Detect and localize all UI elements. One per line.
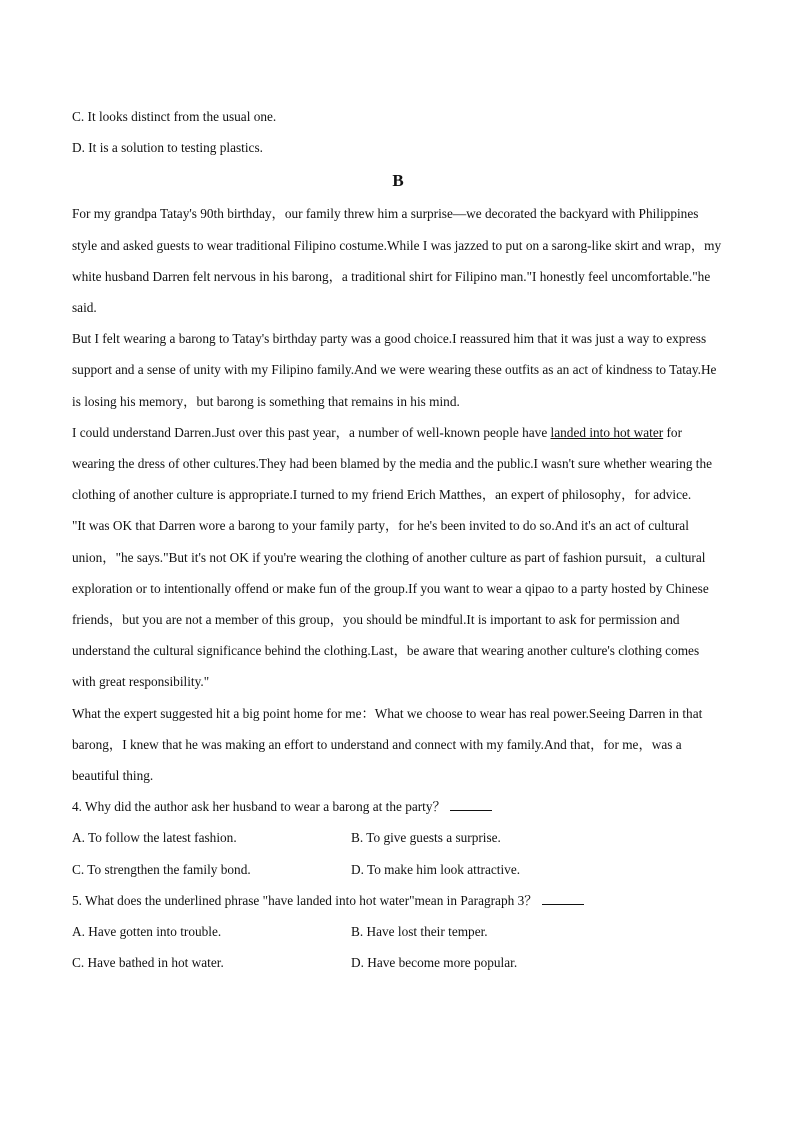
question-5 <box>72 885 724 979</box>
question-4-option-b: B. To give guests a surprise. <box>351 830 501 846</box>
question-4-option-c: C. To strengthen the family bond. <box>72 861 251 877</box>
question-5-options-row-2 <box>72 947 724 978</box>
passage-paragraph-1: For my grandpa Tatay's 90th birthday，our family threw him a surprise—we decorated the backyard with Philippines style and asked guests to wear traditional Filipino costume.While I was jazzed to put on a sarong-like skirt and wrap，my white husband Darren felt nervous in his barong，a traditional shirt for Filipino man."I honestly feel uncomfortable."he said. <box>72 206 722 316</box>
passage-paragraph-2: But I felt wearing a barong to Tatay's birthday party was a good choice.I reassured him that it was just a way to express support and a sense of unity with my Filipino family.And we were wearing these outfits as an act of kindness to Tatay.He is losing his memory，but barong is something that remains in his mind. <box>72 331 717 409</box>
document-page <box>72 101 724 978</box>
question-5-option-c: C. Have bathed in hot water. <box>72 955 224 971</box>
question-4-options-row-1 <box>72 822 724 853</box>
option-d-previous: D. It is a solution to testing plastics. <box>72 140 263 156</box>
answer-blank[interactable] <box>542 890 584 905</box>
question-4 <box>72 791 724 885</box>
answer-blank[interactable] <box>450 796 492 811</box>
passage-paragraph-4: "It was OK that Darren wore a barong to your family party，for he's been invited to do so.And it's an act of cultural union，"he says."But it's not OK if you're wearing the clothing of another culture as part of fashion pursuit，a cultural exploration or to intentionally offend or make fun of the group.If you want to wear a qipao to a party hosted by Chinese friends，but you are not a member of this group，you should be mindful.It is important to ask for permission and understand the cultural significance behind the clothing.Last，be aware that wearing another culture's clothing comes with great responsibility." <box>72 518 709 690</box>
paragraph-3-text-before: I could understand Darren.Just over this past year，a number of well-known people have <box>72 424 551 440</box>
question-4-option-d: D. To make him look attractive. <box>351 861 521 877</box>
paragraph-3-text-after: for wearing the dress of other cultures.They had been blamed by the media and the public.I wasn't sure whether wearing the clothing of another culture is appropriate.I turned to my friend Erich Matthes，an expert of philosophy，for advice. <box>72 424 713 503</box>
passage-paragraph-5: What the expert suggested hit a big point home for me：What we choose to wear has real power.Seeing Darren in that barong，I knew that he was making an effort to understand and connect with my family.And that，for me，was a beautiful thing. <box>72 705 703 784</box>
question-5-option-a: A. Have gotten into trouble. <box>72 924 222 940</box>
option-c-previous: C. It looks distinct from the usual one. <box>72 109 277 124</box>
question-4-text: 4. Why did the author ask her husband to wear a barong at the party？ <box>72 799 446 815</box>
question-4-stem <box>72 791 724 822</box>
question-5-stem <box>72 885 724 916</box>
question-5-options-row-1 <box>72 916 724 947</box>
passage-paragraph-3 <box>72 417 724 511</box>
question-4-options-row-2 <box>72 854 724 885</box>
question-5-option-d: D. Have become more popular. <box>351 955 518 971</box>
question-5-option-b: B. Have lost their temper. <box>351 924 488 940</box>
section-title: B <box>392 171 404 191</box>
question-5-text: 5. What does the underlined phrase "have landed into hot water"mean in Paragraph 3？ <box>72 892 538 908</box>
question-4-option-a: A. To follow the latest fashion. <box>72 830 237 846</box>
underlined-phrase: landed into hot water <box>550 424 664 440</box>
